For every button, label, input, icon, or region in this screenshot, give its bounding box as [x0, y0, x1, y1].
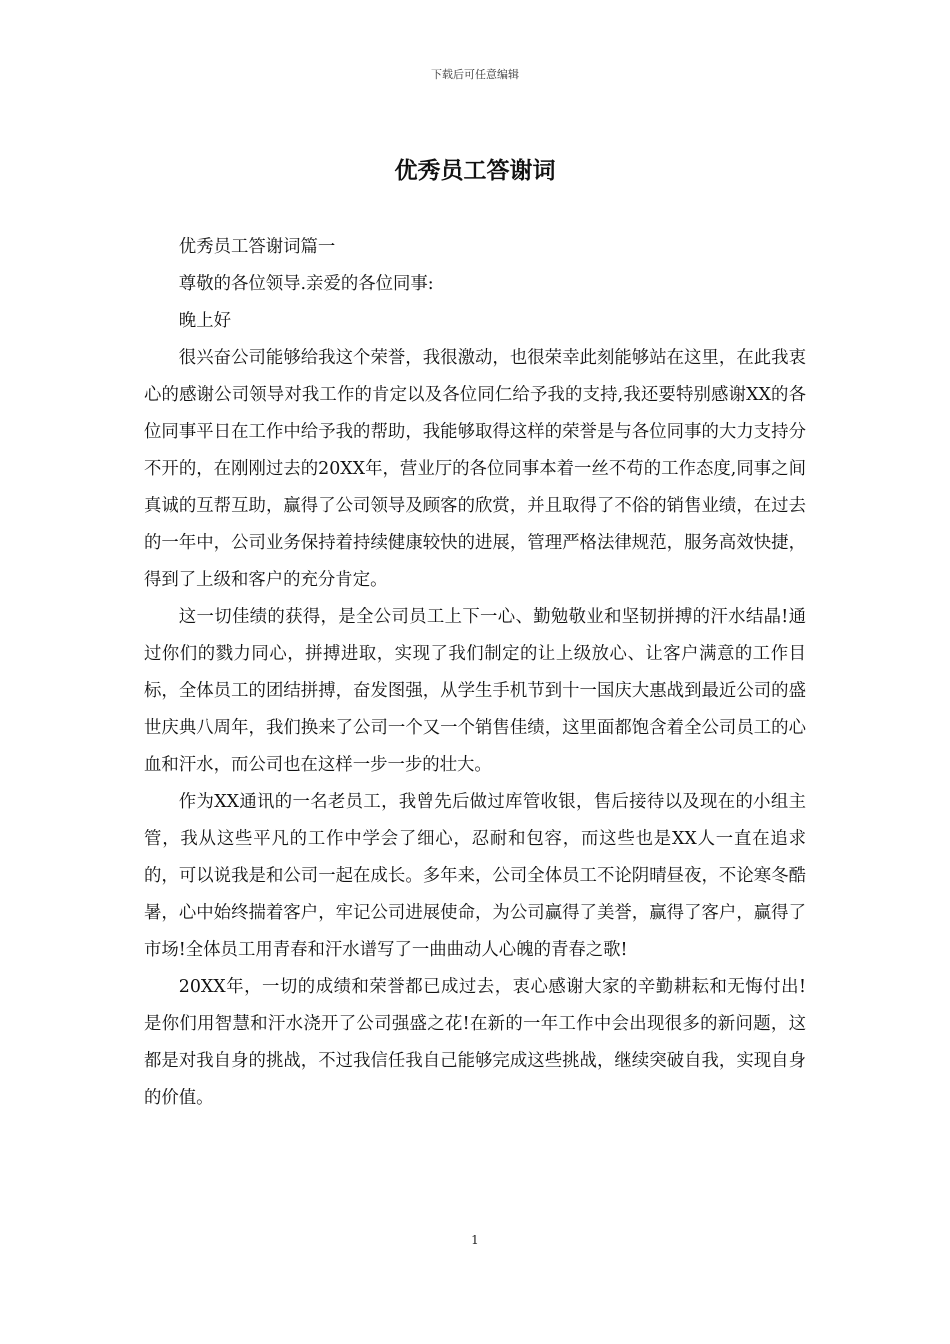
- document-body: [144, 229, 806, 1117]
- page-number: 1: [471, 1233, 479, 1247]
- body-paragraph: 很兴奋公司能够给我这个荣誉，我很激动，也很荣幸此刻能够站在这里，在此我衷心的感谢公司领导对我工作的肯定以及各位同仁给予我的支持,我还要特别感谢XX的各位同事平日在工作中给予我的帮助，我能够取得这样的荣誉是与各位同事的大力支持分不开的，在刚刚过去的20XX年，营业厅的各位同事本着一丝不苟的工作态度,同事之间真诚的互帮互助，赢得了公司领导及顾客的欣赏，并且取得了不俗的销售业绩，在过去的一年中，公司业务保持着持续健康较快的进展，管理严格法律规范，服务高效快捷，得到了上级和客户的充分肯定。: [144, 348, 806, 590]
- body-paragraph: 作为XX通讯的一名老员工，我曾先后做过库管收银，售后接待以及现在的小组主管，我从这些平凡的工作中学会了细心，忍耐和包容，而这些也是XX人一直在追求的，可以说我是和公司一起在成长。多年来，公司全体员工不论阴晴昼夜，不论寒冬酷暑，心中始终揣着客户，牢记公司进展使命，为公司赢得了美誉，赢得了客户，赢得了市场!全体员工用青春和汗水谱写了一曲曲动人心魄的青春之歌!: [144, 792, 806, 960]
- salutation: 尊敬的各位领导.亲爱的各位同事:: [178, 274, 434, 294]
- body-paragraph: 这一切佳绩的获得，是全公司员工上下一心、勤勉敬业和坚韧拼搏的汗水结晶!通过你们的戮力同心，拼搏进取，实现了我们制定的让上级放心、让客户满意的工作目标，全体员工的团结拼搏，奋发图强，从学生手机节到十一国庆大惠战到最近公司的盛世庆典八周年，我们换来了公司一个又一个销售佳绩，这里面都饱含着全公司员工的心血和汗水，而公司也在这样一步一步的壮大。: [144, 607, 806, 775]
- greeting: 晚上好: [178, 311, 231, 331]
- document-title: 优秀员工答谢词: [394, 157, 556, 184]
- page-header-note: 下载后可任意编辑: [431, 68, 519, 81]
- section-heading: 优秀员工答谢词篇一: [178, 237, 336, 257]
- body-paragraph: 20XX年，一切的成绩和荣誉都已成过去，衷心感谢大家的辛勤耕耘和无悔付出!是你们用智慧和汗水浇开了公司强盛之花!在新的一年工作中会出现很多的新问题，这都是对我自身的挑战，不过我信任我自己能够完成这些挑战，继续突破自我，实现自身的价值。: [144, 977, 806, 1108]
